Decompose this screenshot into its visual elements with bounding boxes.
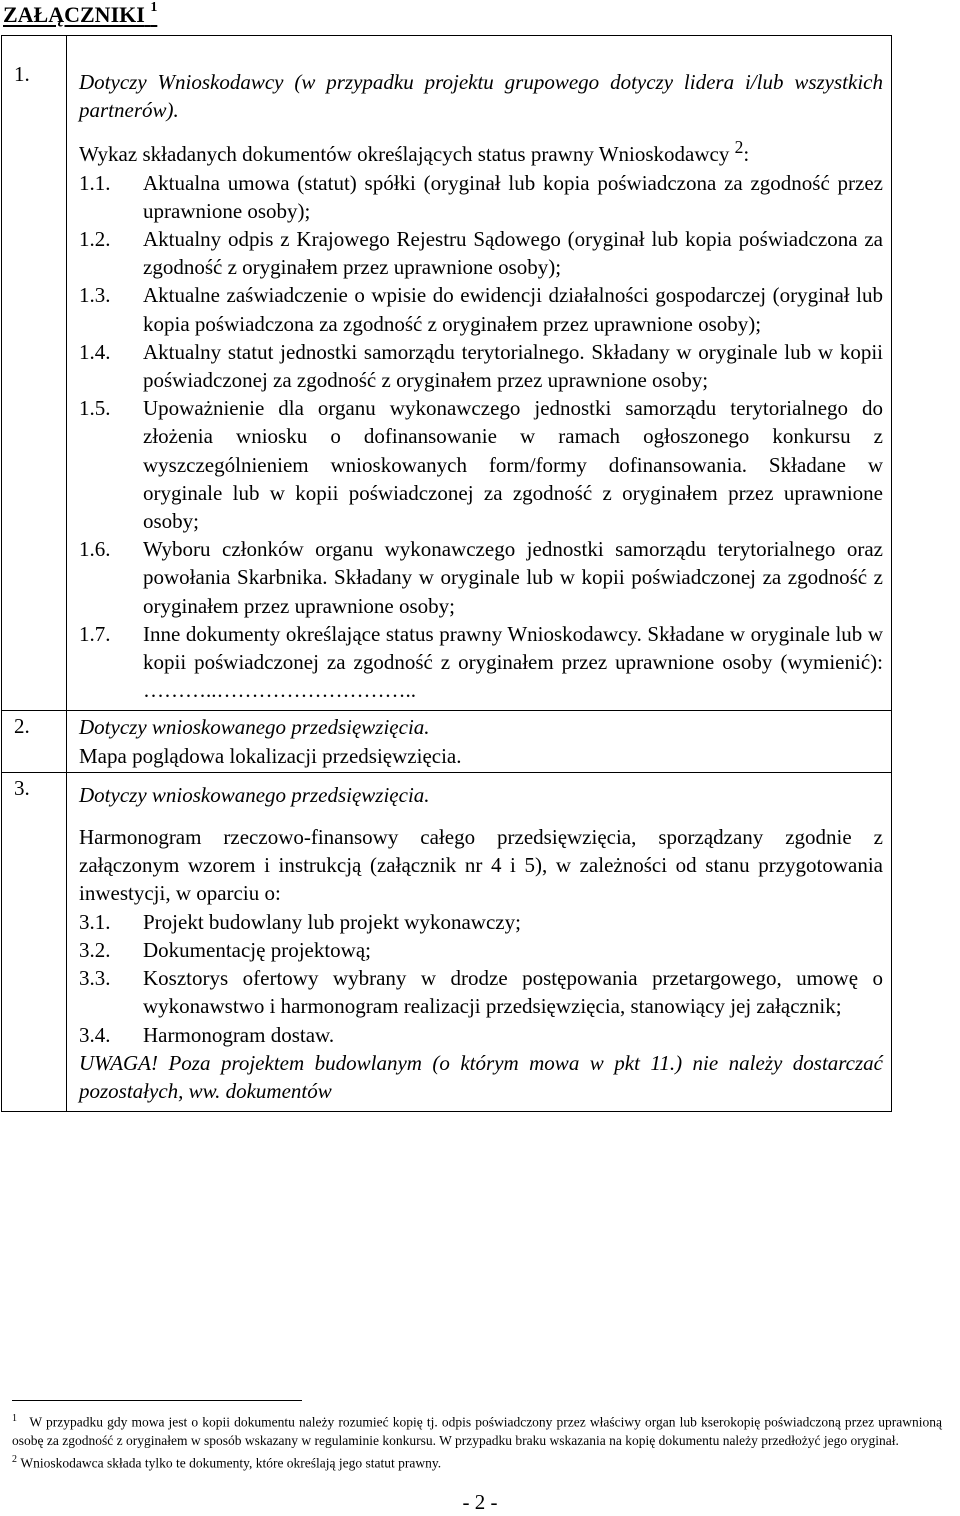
list-item [79,908,883,936]
heading-footnote-ref: 1 [150,0,158,15]
item-text: Aktualny odpis z Krajowego Rejestru Sądowego (oryginał lub kopia poświadczona za zgodność z oryginałem przez uprawnione osoby); [143,227,883,280]
footnote-text: W przypadku gdy mowa jest o kopii dokumentu należy rozumieć kopię tj. odpis poświadczony przez właściwy organ lub kserokopię poświadczoną przez uprawnioną osobę za zgodność z oryginałem w sposób wskazany w regulaminie konkursu. W przypadku braku wskazania na kopię dokumentu należy przedłożyć jego oryginał. [12,1414,942,1448]
row-content [67,711,892,772]
item-text: Inne dokumenty określające status prawny Wnioskodawcy. Składane w oryginale lub w kopii poświadczonej za zgodność z oryginałem przez uprawnione osoby (wymienić): ………..……………………….. [143,621,883,703]
footnote-number: 1 [12,1413,17,1424]
footnote-separator [12,1400,302,1401]
warning-note: UWAGA! Poza projektem budowlanym (o którym mowa w pkt 11.) nie należy dostarczać pozostałych, ww. dokumentów [79,1050,883,1103]
item-number: 1.7. [79,621,111,646]
item-text: Projekt budowlany lub projekt wykonawczy; [143,909,521,934]
item-number: 3.3. [79,966,111,991]
item-text: Aktualny statut jednostki samorządu terytorialnego. Składany w oryginale lub w kopii poświadczonej za zgodność z oryginałem przez uprawnione osoby; [143,339,883,393]
row-text: Harmonogram rzeczowo-finansowy całego przedsięwzięcia, sporządzany zgodnie z załączonym wzorem i instrukcją (załącznik nr 4 i 5), w zależności od stanu przygotowania inwestycji, w oparciu o: [79,825,883,906]
heading-text: ZAŁĄCZNIKI [3,2,145,27]
item-number: 1.5. [79,396,111,421]
item-text: Dokumentację projektową; [143,937,372,962]
list-item [79,936,883,964]
attachment-row-2 [2,711,892,772]
footnotes [12,1410,942,1473]
item-number: 3.1. [79,909,111,934]
row-intro: Dotyczy wnioskowanego przedsięwzięcia. [79,715,430,740]
list-item [79,620,883,705]
item-number: 1.4. [79,339,111,364]
list-item [79,1021,883,1049]
attachment-row-1 [2,36,892,711]
item-number: 1.3. [79,283,111,308]
row-content [67,772,892,1111]
item-text: Kosztorys ofertowy wybrany w drodze postępowania przetargowego, umowę o wykonawstwo i harmonogram realizacji przedsięwzięcia, stanowiący jej załącznik; [143,966,883,1019]
item-number: 3.2. [79,937,111,962]
list-item [79,225,883,281]
list-item [79,964,883,1020]
footnote [12,1410,942,1451]
row-number: 2. [2,711,67,772]
item-text: Upoważnienie dla organu wykonawczego jednostki samorządu terytorialnego do złożenia wniosku o dofinansowanie w ramach ogłoszonego konkursu z wyszczególnieniem wnioskowanych form/formy dofinansowania. Składane w oryginale lub w kopii poświadczonej za zgodność z oryginałem przez uprawnione osoby; [143,396,883,534]
page-number: - 2 - [462,1490,498,1514]
list-item [79,281,883,337]
item-text: Aktualna umowa (statut) spółki (oryginał lub kopia poświadczona za zgodność przez uprawnione osoby); [143,170,883,223]
row-intro: Dotyczy Wnioskodawcy (w przypadku projektu grupowego dotyczy lidera i/lub wszystkich partnerów). [79,70,883,123]
row-intro: Dotyczy wnioskowanego przedsięwzięcia. [79,782,430,807]
attachments-table [1,35,892,1112]
row-text: Mapa poglądowa lokalizacji przedsięwzięcia. [79,743,462,768]
item-text: Harmonogram dostaw. [143,1022,335,1047]
row-content [67,36,892,711]
list-item [79,338,883,394]
footnote [12,1451,942,1473]
attachment-row-3 [2,772,892,1111]
row-number: 3. [2,772,67,1111]
item-number: 1.6. [79,537,111,562]
list-item [79,394,883,535]
footnote-ref: 2 [734,137,744,158]
item-number: 3.4. [79,1022,111,1047]
item-number: 1.2. [79,227,111,252]
item-text: Aktualne zaświadczenie o wpisie do ewidencji działalności gospodarczej (oryginał lub kopia poświadczona za zgodność z oryginałem przez uprawnione osoby); [143,283,883,336]
footnote-text: Wnioskodawca składa tylko te dokumenty, które określają jego statut prawny. [20,1455,442,1470]
list-item [79,535,883,620]
footnote-number: 2 [12,1453,17,1465]
item-number: 1.1. [79,170,111,195]
list-item [79,169,883,225]
row-number: 1. [2,36,67,711]
list-title: Wykaz składanych dokumentów określających status prawny Wnioskodawcy $^2$: [79,137,750,167]
item-text: Wyboru członków organu wykonawczego jednostki samorządu terytorialnego oraz powołania Skarbnika. Składany w oryginale lub w kopii poświadczonej za zgodność z oryginałem przez uprawnione osoby; [143,537,883,618]
page-heading [3,2,157,28]
